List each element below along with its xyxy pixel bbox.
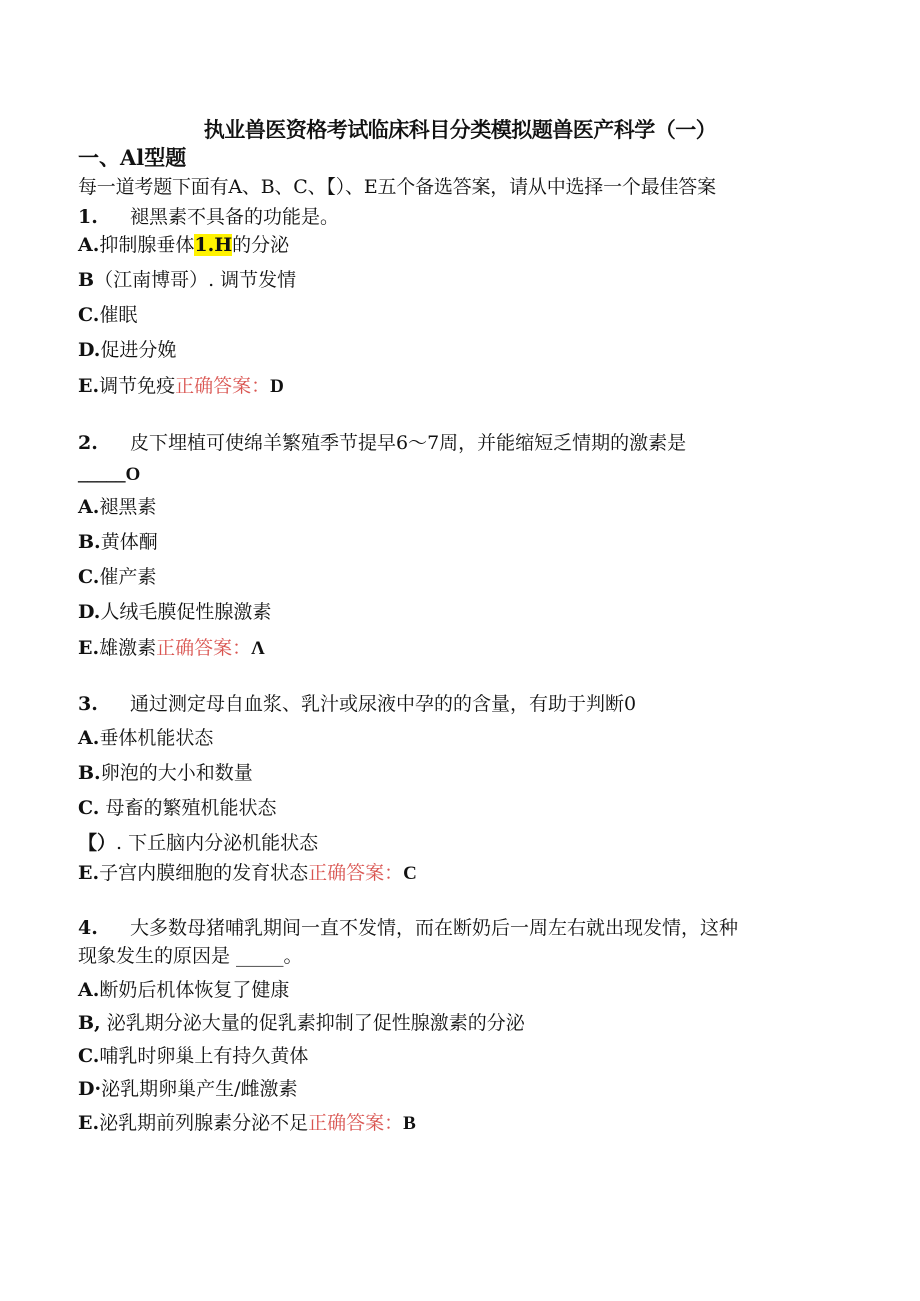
question-text: 通过测定母自血浆、乳汁或尿液中孕的的含量，有助于判断0 [130,693,637,715]
question-1-option-c [78,303,137,327]
question-3-option-a [78,726,213,750]
option-letter: A. [78,496,100,518]
option-letter: E. [78,862,100,884]
question-4-option-b [78,1011,525,1035]
option-text: 泌乳期卵巢产生/雌激素 [101,1078,298,1100]
question-4-stem-continued [78,944,303,968]
question-2-stem-continued [78,462,140,487]
option-letter: C. [78,1045,100,1067]
option-text: 催产素 [99,566,157,588]
question-number: 3. [78,693,98,715]
question-2-option-c [78,565,156,589]
option-letter: D. [78,339,101,361]
question-4-option-c [78,1044,308,1068]
question-2-option-a [78,495,156,519]
option-text: 断奶后机体恢复了健康 [99,979,290,1001]
answer-label: 正确答案： [156,637,252,659]
question-1-stem [78,205,339,229]
question-2-stem [78,431,686,455]
option-letter: A. [78,727,100,749]
option-text: 泌乳期前列腺素分泌不足 [99,1112,309,1134]
answer-value: D [270,376,284,397]
option-text: 人绒毛膜促性腺激素 [100,601,272,623]
option-letter: E. [78,375,100,397]
question-text: 大多数母猪哺乳期间一直不发情，而在断奶后一周左右就出现发情，这种 [130,917,739,939]
option-text: 哺乳时卵巢上有持久黄体 [99,1045,309,1067]
question-text: 皮下埋植可使绵羊繁殖季节提早6～7周，并能缩短乏情期的激素是 [130,432,687,454]
answer-label: 正确答案： [308,862,404,884]
option-letter: C. [78,304,100,326]
option-text: 雄激素 [99,637,157,659]
option-text: （江南博哥）. 调节发情 [94,269,297,291]
question-3-option-c [78,796,276,820]
question-3-option-b [78,761,253,785]
question-2-option-e [78,636,265,661]
option-letter: B [78,269,95,291]
question-1-option-b [78,268,296,292]
option-letter: D. [78,601,101,623]
option-letter: E. [78,1112,100,1134]
option-letter: A. [78,979,100,1001]
question-number: 2. [78,432,98,454]
question-4-option-e [78,1111,416,1136]
question-number: 4. [78,917,98,939]
question-1-option-d [78,338,176,362]
option-text: 促进分娩 [100,339,177,361]
option-text: . 下丘脑内分泌机能状态 [116,832,319,854]
option-letter: B. [78,531,101,553]
question-1-option-a [78,233,289,257]
option-text: 子宫内膜细胞的发育状态 [99,862,309,884]
option-text: 泌乳期分泌大量的促乳素抑制了促性腺激素的分泌 [100,1012,525,1034]
option-letter: C. [78,566,100,588]
option-text: 黄体酮 [100,531,158,553]
question-text: 褪黑素不具备的功能是。 [130,206,340,228]
instructions-text: 每一道考题下面有A、B、C、【）、E五个备选答案，请从中选择一个最佳答案 [78,176,716,198]
option-letter: B, [78,1012,101,1034]
answer-label: 正确答案： [175,375,271,397]
question-2-option-d [78,600,271,624]
question-3-option-d [78,831,318,855]
option-text: 调节免疫 [99,375,176,397]
option-letter: 【） [78,832,117,854]
question-1-option-e [78,374,284,399]
option-letter: D· [78,1078,102,1100]
question-2-option-b [78,530,158,554]
document-title: 执业兽医资格考试临床科目分类模拟题兽医产科学（一） [203,117,717,142]
question-4-option-a [78,978,289,1002]
answer-value: C [403,863,417,884]
question-4-option-d [78,1077,298,1101]
option-text: 催眠 [99,304,138,326]
question-3-stem [78,692,636,716]
answer-value: Λ [251,638,265,659]
option-letter: C. [78,797,100,819]
option-letter: E. [78,637,100,659]
option-text: 的分泌 [232,234,290,256]
answer-blank: _____O [78,464,141,485]
question-text: 现象发生的原因是 _____。 [78,945,303,967]
option-text: 垂体机能状态 [99,727,214,749]
highlighted-text: 1.H [194,234,233,256]
option-letter: A. [78,234,100,256]
answer-value: B [403,1113,416,1134]
question-number: 1. [78,206,98,228]
option-text: 母畜的繁殖机能状态 [99,797,277,819]
answer-label: 正确答案： [308,1112,404,1134]
question-3-option-e [78,861,417,886]
question-4-stem [78,916,738,940]
option-text: 卵泡的大小和数量 [100,762,253,784]
option-text: 抑制腺垂体 [99,234,195,256]
option-letter: B. [78,762,101,784]
section-heading: 一、Al型题 [78,145,187,170]
option-text: 褪黑素 [99,496,157,518]
